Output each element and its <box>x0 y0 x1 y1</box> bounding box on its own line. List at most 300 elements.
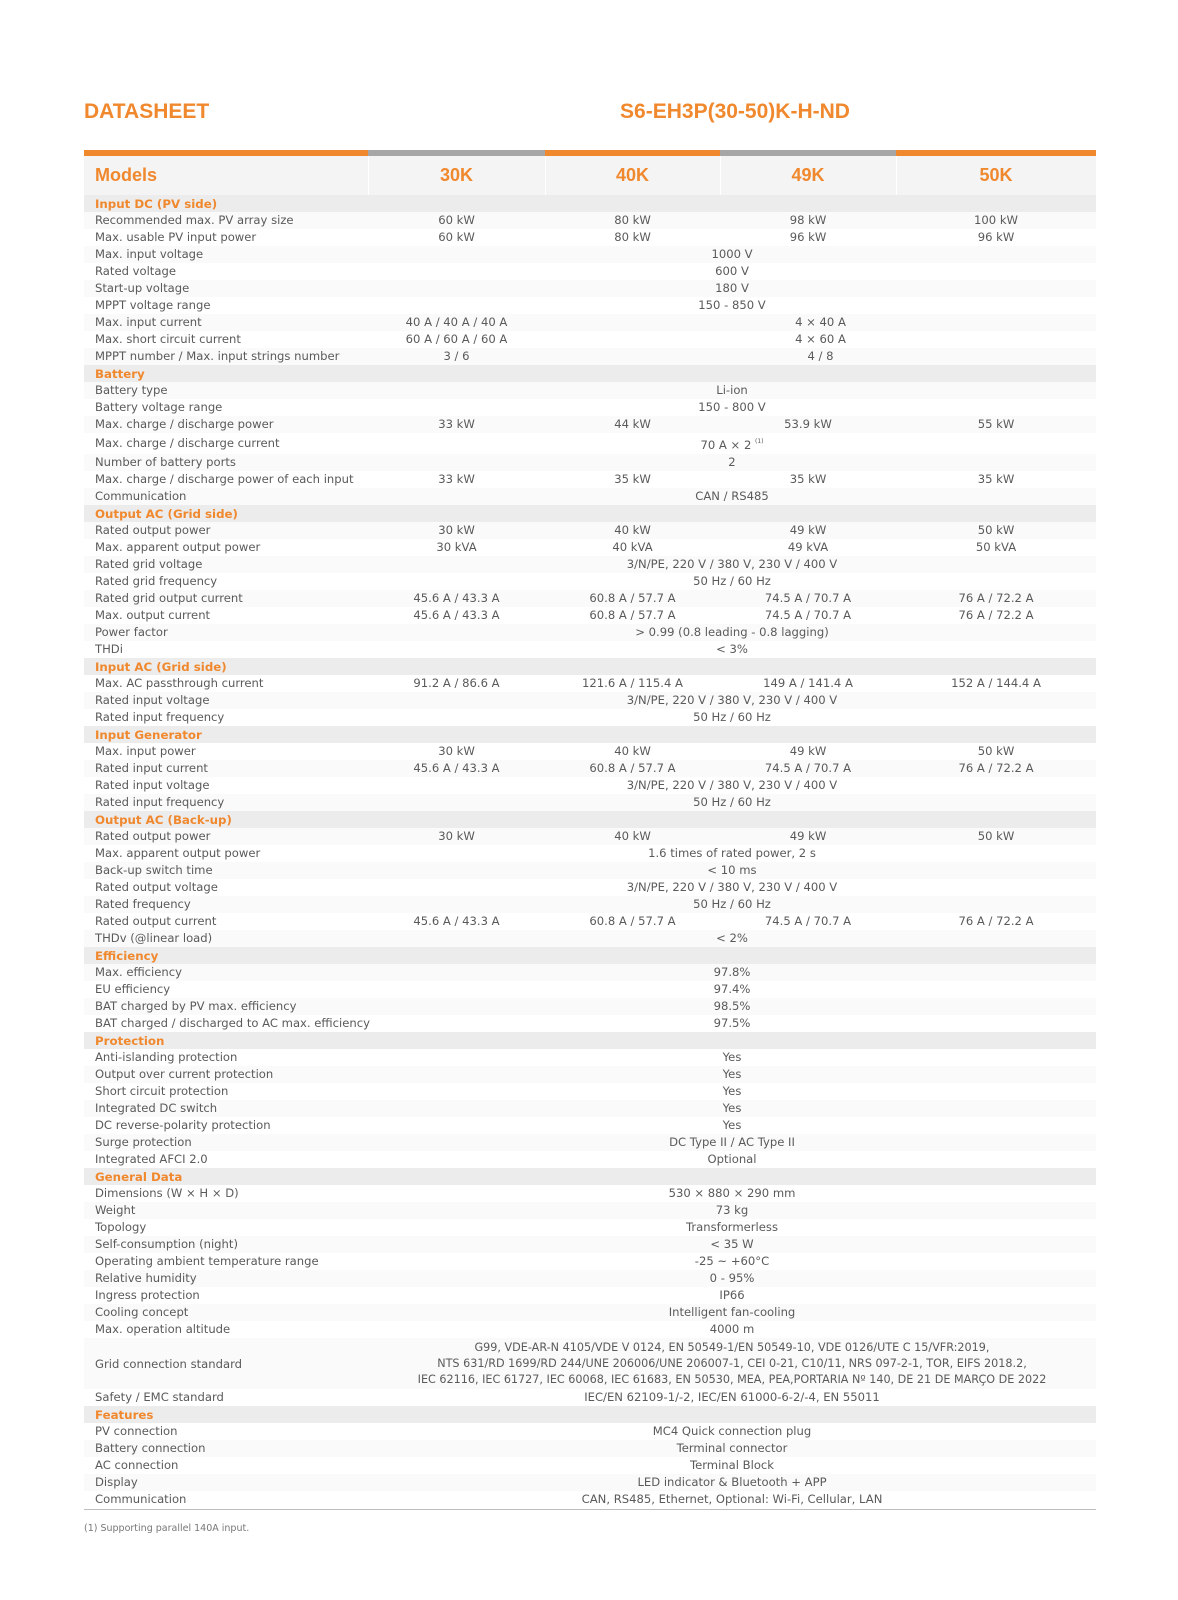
section-header <box>84 811 1096 828</box>
spec-label: EU efficiency <box>95 982 171 996</box>
spec-value-text: 4 × 60 A <box>795 332 846 346</box>
spec-value-text: 49 kW <box>789 523 827 537</box>
spec-label: Max. charge / discharge power of each input <box>95 472 354 486</box>
spec-row <box>84 1100 1096 1117</box>
spec-value-text: 2 <box>728 455 736 469</box>
spec-value <box>368 828 545 845</box>
spec-label: Rated input frequency <box>95 710 225 724</box>
spec-value-text: 4 × 40 A <box>795 315 846 329</box>
models-label: Models <box>84 156 368 195</box>
spec-value-text: DC Type II / AC Type II <box>669 1135 795 1149</box>
spec-label: Rated grid output current <box>84 590 368 607</box>
spec-value-text: G99, VDE-AR-N 4105/VDE V 0124, EN 50549-1/EN 50549-10, VDE 0126/UTE C 15/VFR:2019, NTS 631/RD 1699/RD 244/UNE 206006/UNE 206007-1, CEI 0-21, C10/11, NRS 097-2-1, TOR, EIFS 2018.2, IEC 62116, IEC 61727, IEC 60068, IEC 61683, EN 50530, MEA, PEA,PORTARIA Nº 140, DE 21 DE MARÇO DE 2022 <box>417 1340 1047 1386</box>
spec-value <box>368 348 545 365</box>
spec-value-text: 49 kVA <box>787 540 829 554</box>
spec-value <box>545 539 720 556</box>
spec-label: Weight <box>84 1202 368 1219</box>
spec-value-text: Yes <box>722 1084 742 1098</box>
spec-value-text: 60.8 A / 57.7 A <box>589 914 676 928</box>
spec-row <box>84 1338 1096 1389</box>
spec-row <box>84 522 1096 539</box>
spec-label: Integrated DC switch <box>84 1100 368 1117</box>
spec-label: Rated input voltage <box>95 778 210 792</box>
spec-value-text: CAN, RS485, Ethernet, Optional: Wi-Fi, Cellular, LAN <box>581 1492 883 1506</box>
spec-value <box>896 913 1096 930</box>
spec-value <box>368 454 1096 471</box>
spec-label: Rated output power <box>84 522 368 539</box>
spec-value-text: Yes <box>722 1067 742 1081</box>
spec-row <box>84 607 1096 624</box>
spec-row <box>84 641 1096 658</box>
section-title: Features <box>84 1406 1096 1423</box>
spec-value-text: Yes <box>722 1118 742 1132</box>
spec-row <box>84 556 1096 573</box>
spec-label: Recommended max. PV array size <box>84 212 368 229</box>
footnote-marker: (1) <box>755 438 764 445</box>
spec-value <box>368 1202 1096 1219</box>
spec-value <box>368 743 545 760</box>
spec-value <box>368 930 1096 947</box>
spec-value <box>368 1423 1096 1440</box>
spec-value-text: 1.6 times of rated power, 2 s <box>648 846 816 860</box>
spec-value-text: IP66 <box>719 1288 745 1302</box>
spec-label: Rated grid voltage <box>84 556 368 573</box>
spec-value <box>896 539 1096 556</box>
spec-row <box>84 1457 1096 1474</box>
spec-value-text: 96 kW <box>789 230 827 244</box>
spec-value <box>368 556 1096 573</box>
spec-value <box>545 471 720 488</box>
spec-row <box>84 331 1096 348</box>
spec-row <box>84 675 1096 692</box>
spec-value <box>368 488 1096 505</box>
spec-value <box>368 1270 1096 1287</box>
spec-row <box>84 1083 1096 1100</box>
spec-value <box>368 1219 1096 1236</box>
table-bottom-rule <box>84 1509 1096 1510</box>
spec-value <box>545 743 720 760</box>
spec-value-text: Terminal connector <box>676 1441 788 1455</box>
spec-row <box>84 399 1096 416</box>
section-title: Input DC (PV side) <box>84 195 1096 212</box>
spec-value-text: 70 A × 2 <box>700 438 752 452</box>
spec-row <box>84 297 1096 314</box>
section-header <box>84 365 1096 382</box>
spec-value <box>368 1321 1096 1338</box>
spec-label: Rated output current <box>95 914 217 928</box>
spec-value <box>720 590 896 607</box>
spec-value <box>368 1287 1096 1304</box>
spec-row <box>84 913 1096 930</box>
spec-value <box>896 522 1096 539</box>
spec-row <box>84 1151 1096 1168</box>
spec-value-text: < 35 W <box>710 1237 754 1251</box>
spec-value <box>368 862 1096 879</box>
model-col-49k: 49K <box>720 156 896 195</box>
spec-value-text: 53.9 kW <box>784 417 832 431</box>
spec-row <box>84 1185 1096 1202</box>
spec-label: Relative humidity <box>84 1270 368 1287</box>
spec-value <box>368 1304 1096 1321</box>
spec-value <box>368 896 1096 913</box>
spec-value-text: 50 kW <box>977 744 1015 758</box>
spec-value-text: 30 kW <box>438 829 475 843</box>
spec-value <box>368 263 1096 280</box>
spec-label: Max. apparent output power <box>95 540 261 554</box>
spec-value <box>368 1066 1096 1083</box>
spec-value-text: 76 A / 72.2 A <box>958 591 1034 605</box>
spec-row <box>84 280 1096 297</box>
spec-value-text: 55 kW <box>977 417 1015 431</box>
spec-row <box>84 896 1096 913</box>
spec-label: Max. operation altitude <box>95 1322 231 1336</box>
spec-value <box>720 212 896 229</box>
spec-value <box>368 1236 1096 1253</box>
spec-value <box>545 760 720 777</box>
spec-label: MPPT voltage range <box>95 298 211 312</box>
spec-value <box>368 590 545 607</box>
spec-value-text: 180 V <box>715 281 749 295</box>
spec-value <box>368 964 1096 981</box>
spec-row <box>84 828 1096 845</box>
spec-row <box>84 229 1096 246</box>
spec-value <box>720 607 896 624</box>
spec-value <box>368 1151 1096 1168</box>
spec-label: Battery type <box>84 382 368 399</box>
model-col-40k: 40K <box>545 156 720 195</box>
spec-value-text: 80 kW <box>614 230 651 244</box>
spec-value <box>368 1491 1096 1508</box>
spec-value-text: 40 kW <box>614 744 651 758</box>
section-header <box>84 1406 1096 1423</box>
spec-label: Rated input frequency <box>84 794 368 811</box>
spec-row <box>84 1491 1096 1508</box>
spec-row <box>84 1474 1096 1491</box>
spec-value <box>720 828 896 845</box>
spec-value <box>368 399 1096 416</box>
spec-value <box>368 522 545 539</box>
spec-value <box>368 777 1096 794</box>
spec-label: Rated input voltage <box>84 692 368 709</box>
spec-value <box>368 212 545 229</box>
spec-value <box>545 828 720 845</box>
spec-label: Rated output voltage <box>95 880 218 894</box>
spec-value <box>368 229 545 246</box>
spec-value-text: 30 kW <box>438 523 475 537</box>
spec-row <box>84 879 1096 896</box>
section-title: Battery <box>84 365 1096 382</box>
spec-value-text: IEC/EN 62109-1/-2, IEC/EN 61000-6-2/-4, EN 55011 <box>584 1390 880 1404</box>
spec-row <box>84 314 1096 331</box>
spec-row <box>84 964 1096 981</box>
spec-label: Max. input voltage <box>84 246 368 263</box>
spec-row <box>84 1066 1096 1083</box>
spec-value <box>896 471 1096 488</box>
spec-value <box>368 1389 1096 1406</box>
spec-value-text: 3/N/PE, 220 V / 380 V, 230 V / 400 V <box>626 778 838 792</box>
spec-value-text: 149 A / 141.4 A <box>763 676 853 690</box>
spec-value <box>896 212 1096 229</box>
spec-value <box>545 229 720 246</box>
spec-label: Max. efficiency <box>84 964 368 981</box>
spec-value-text: 50 Hz / 60 Hz <box>693 710 771 724</box>
spec-value-text: 3/N/PE, 220 V / 380 V, 230 V / 400 V <box>626 557 838 571</box>
spec-value-text: Transformerless <box>685 1220 778 1234</box>
spec-value <box>368 1185 1096 1202</box>
spec-value-text: Yes <box>722 1101 742 1115</box>
models-header-row <box>84 156 1096 195</box>
spec-row <box>84 1134 1096 1151</box>
spec-value-text: 74.5 A / 70.7 A <box>764 591 852 605</box>
spec-value-text: 74.5 A / 70.7 A <box>764 914 852 928</box>
section-header <box>84 195 1096 212</box>
spec-value-text: 33 kW <box>438 472 475 486</box>
spec-value <box>368 879 1096 896</box>
section-header <box>84 505 1096 522</box>
spec-row <box>84 1202 1096 1219</box>
spec-label: Cooling concept <box>84 1304 368 1321</box>
spec-value-text: 50 Hz / 60 Hz <box>693 574 771 588</box>
spec-label: Ingress protection <box>95 1288 200 1302</box>
spec-value <box>368 624 1096 641</box>
spec-row <box>84 1389 1096 1406</box>
spec-value <box>545 314 1096 331</box>
spec-value-text: -25 ~ +60°C <box>694 1254 770 1268</box>
spec-label: Communication <box>95 1492 187 1506</box>
spec-value-text: 152 A / 144.4 A <box>951 676 1041 690</box>
spec-label: Topology <box>95 1220 147 1234</box>
spec-label: Self-consumption (night) <box>84 1236 368 1253</box>
spec-row <box>84 760 1096 777</box>
spec-value <box>720 743 896 760</box>
datasheet-body <box>84 195 1096 1508</box>
spec-label: Max. input power <box>95 744 196 758</box>
spec-value <box>545 348 1096 365</box>
spec-row <box>84 1440 1096 1457</box>
spec-label: Dimensions (W × H × D) <box>95 1186 239 1200</box>
spec-value-text: 40 kVA <box>612 540 653 554</box>
spec-value <box>545 212 720 229</box>
spec-value <box>368 280 1096 297</box>
spec-row <box>84 471 1096 488</box>
spec-value-text: Terminal Block <box>689 1458 775 1472</box>
spec-value-text: 40 kW <box>614 523 651 537</box>
spec-value <box>368 1117 1096 1134</box>
spec-value-text: 44 kW <box>614 417 651 431</box>
spec-label: Max. apparent output power <box>95 846 261 860</box>
spec-label: BAT charged / discharged to AC max. efficiency <box>95 1016 370 1030</box>
spec-value <box>896 229 1096 246</box>
spec-value-text: 33 kW <box>438 417 475 431</box>
spec-value-text: 100 kW <box>974 213 1018 227</box>
spec-value-text: 80 kW <box>614 213 651 227</box>
spec-value <box>368 416 545 433</box>
spec-value <box>896 675 1096 692</box>
spec-value-text: 49 kW <box>789 744 827 758</box>
spec-value <box>368 246 1096 263</box>
spec-value-text: 60.8 A / 57.7 A <box>589 608 676 622</box>
spec-row <box>84 433 1096 454</box>
spec-value-text: 50 kVA <box>975 540 1017 554</box>
spec-value-text: 97.4% <box>713 982 751 996</box>
spec-value <box>368 1338 1096 1389</box>
spec-label: Max. AC passthrough current <box>95 676 264 690</box>
section-title: Input AC (Grid side) <box>84 658 1096 675</box>
spec-value <box>720 229 896 246</box>
spec-label: Grid connection standard <box>84 1338 368 1389</box>
spec-value <box>368 1440 1096 1457</box>
spec-row <box>84 590 1096 607</box>
spec-value <box>896 760 1096 777</box>
spec-label: Max. input current <box>84 314 368 331</box>
spec-row <box>84 1117 1096 1134</box>
section-title: Efficiency <box>84 947 1096 964</box>
spec-value-text: 45.6 A / 43.3 A <box>413 761 500 775</box>
spec-label: Max. usable PV input power <box>95 230 257 244</box>
spec-value-text: 30 kVA <box>436 540 477 554</box>
spec-value-text: < 10 ms <box>707 863 757 877</box>
spec-value <box>720 416 896 433</box>
spec-label: Rated voltage <box>95 264 176 278</box>
spec-value-text: 96 kW <box>977 230 1015 244</box>
spec-value-text: 40 kW <box>614 829 651 843</box>
model-col-50k: 50K <box>896 156 1096 195</box>
spec-value <box>720 675 896 692</box>
spec-label: DC reverse-polarity protection <box>95 1118 271 1132</box>
spec-row <box>84 539 1096 556</box>
section-title: Protection <box>84 1032 1096 1049</box>
spec-row <box>84 1219 1096 1236</box>
spec-value-text: 40 A / 40 A / 40 A <box>405 315 508 329</box>
spec-row <box>84 246 1096 263</box>
spec-value-text: 74.5 A / 70.7 A <box>764 608 852 622</box>
spec-row <box>84 930 1096 947</box>
spec-label: Rated frequency <box>84 896 368 913</box>
spec-value <box>368 314 545 331</box>
spec-label: Output over current protection <box>84 1066 368 1083</box>
spec-row <box>84 1304 1096 1321</box>
model-series-title: S6-EH3P(30-50)K-H-ND <box>620 100 850 123</box>
spec-value <box>368 297 1096 314</box>
spec-value-text: 60 kW <box>438 230 475 244</box>
spec-value <box>368 433 1096 454</box>
spec-value <box>368 1100 1096 1117</box>
spec-label: Surge protection <box>84 1134 368 1151</box>
spec-value-text: 76 A / 72.2 A <box>958 608 1034 622</box>
spec-label: Display <box>84 1474 368 1491</box>
spec-value-text: 60 kW <box>438 213 475 227</box>
spec-label: Start-up voltage <box>84 280 368 297</box>
spec-label: Short circuit protection <box>95 1084 229 1098</box>
spec-row <box>84 1236 1096 1253</box>
spec-row <box>84 1287 1096 1304</box>
spec-row <box>84 1321 1096 1338</box>
spec-value <box>368 675 545 692</box>
spec-row <box>84 1015 1096 1032</box>
section-header <box>84 658 1096 675</box>
spec-row <box>84 382 1096 399</box>
spec-row <box>84 845 1096 862</box>
spec-label: Anti-islanding protection <box>95 1050 238 1064</box>
spec-value <box>368 709 1096 726</box>
spec-label: THDi <box>95 642 123 656</box>
spec-value-text: 50 Hz / 60 Hz <box>693 795 771 809</box>
spec-value-text: MC4 Quick connection plug <box>652 1424 812 1438</box>
spec-value <box>545 522 720 539</box>
spec-value <box>720 539 896 556</box>
datasheet-title: DATASHEET <box>84 100 210 123</box>
spec-label: Max. charge / discharge current <box>95 436 280 450</box>
spec-value <box>368 1015 1096 1032</box>
spec-value-text: 60 A / 60 A / 60 A <box>405 332 508 346</box>
spec-value-text: 60.8 A / 57.7 A <box>589 761 676 775</box>
spec-value-text: Li-ion <box>716 383 748 397</box>
spec-row <box>84 692 1096 709</box>
spec-value <box>720 913 896 930</box>
spec-label: MPPT number / Max. input strings number <box>84 348 368 365</box>
spec-value-text: 45.6 A / 43.3 A <box>413 591 500 605</box>
spec-label: AC connection <box>95 1458 179 1472</box>
model-col-30k: 30K <box>368 156 545 195</box>
spec-row <box>84 488 1096 505</box>
spec-value-text: 49 kW <box>789 829 827 843</box>
spec-value-text: CAN / RS485 <box>695 489 769 503</box>
spec-row <box>84 348 1096 365</box>
spec-value-text: 45.6 A / 43.3 A <box>413 608 500 622</box>
section-title: General Data <box>84 1168 1096 1185</box>
spec-row <box>84 862 1096 879</box>
spec-label: Number of battery ports <box>84 454 368 471</box>
spec-label: Operating ambient temperature range <box>95 1254 319 1268</box>
spec-value <box>368 845 1096 862</box>
spec-value-text: 74.5 A / 70.7 A <box>764 761 852 775</box>
spec-label: Power factor <box>84 624 368 641</box>
spec-value-text: > 0.99 (0.8 leading - 0.8 lagging) <box>635 625 829 639</box>
section-title: Input Generator <box>84 726 1096 743</box>
spec-value-text: 3 / 6 <box>443 349 470 363</box>
spec-value <box>368 1134 1096 1151</box>
spec-value <box>368 913 545 930</box>
spec-value <box>368 573 1096 590</box>
spec-value <box>545 416 720 433</box>
spec-value <box>720 760 896 777</box>
spec-row <box>84 1423 1096 1440</box>
spec-row <box>84 709 1096 726</box>
spec-row <box>84 1049 1096 1066</box>
spec-value-text: 76 A / 72.2 A <box>958 914 1034 928</box>
spec-row <box>84 1253 1096 1270</box>
spec-label: Battery connection <box>84 1440 368 1457</box>
spec-value <box>896 607 1096 624</box>
spec-value-text: Yes <box>722 1050 742 1064</box>
spec-value-text: 3/N/PE, 220 V / 380 V, 230 V / 400 V <box>626 880 838 894</box>
spec-value <box>368 382 1096 399</box>
section-title: Output AC (Back-up) <box>84 811 1096 828</box>
spec-value <box>896 590 1096 607</box>
spec-value-text: 30 kW <box>438 744 475 758</box>
spec-value-text: Optional <box>707 1152 757 1166</box>
spec-value <box>545 590 720 607</box>
spec-value <box>896 828 1096 845</box>
spec-value-text: 1000 V <box>711 247 753 261</box>
spec-value-text: < 2% <box>716 931 748 945</box>
spec-value <box>896 743 1096 760</box>
spec-label: Rated input current <box>84 760 368 777</box>
spec-value <box>368 981 1096 998</box>
spec-row <box>84 263 1096 280</box>
spec-row <box>84 1270 1096 1287</box>
spec-value-text: 121.6 A / 115.4 A <box>582 676 683 690</box>
